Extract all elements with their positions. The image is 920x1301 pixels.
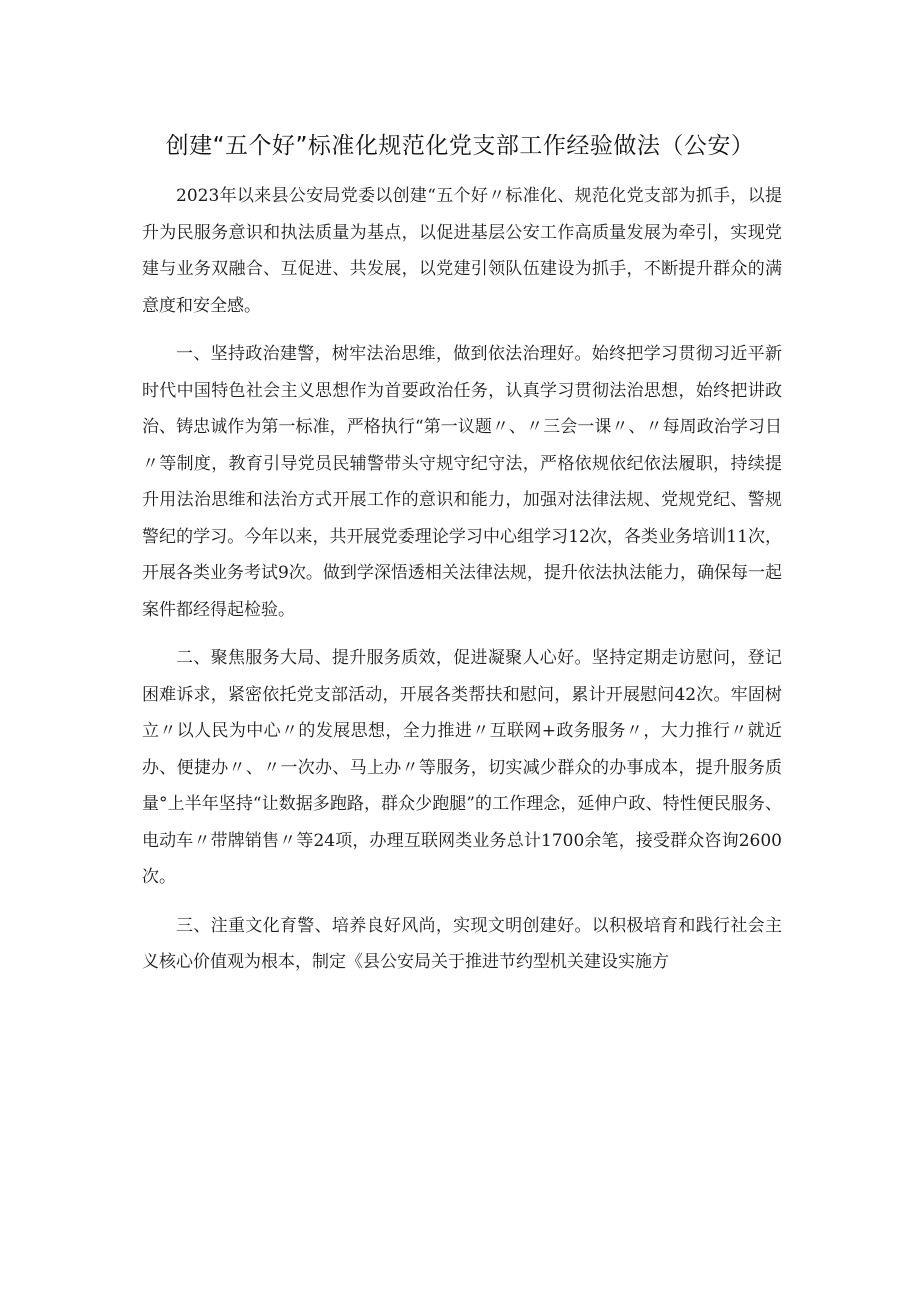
paragraph-section-two: 二、聚焦服务大局、提升服务质效，促进凝聚人心好。坚持定期走访慰问，登记困难诉求，紧密依托党支部活动，开展各类帮扶和慰问，累计开展慰问42次。牢固树立〃以人民为中心〃的发展思想，全力推进〃互联网+政务服务〃，大力推行〃就近办、便捷办〃、〃一次办、马上办〃等服务，切实减少群众的办事成本，提升服务质量°上半年坚持“让数据多跑路，群众少跑腿”的工作理念，延伸户政、特性便民服务、电动车〃带牌销售〃等24项，办理互联网类业务总计1700余笔，接受群众咨询2600次。: [142, 648, 782, 887]
document-body: [142, 178, 782, 993]
paragraph-section-three: 三、注重文化育警、培养良好风尚，实现文明创建好。以积极培育和践行社会主义核心价值观为根本，制定《县公安局关于推进节约型机关建设实施方: [142, 915, 782, 972]
document-title: 创建“五个好”标准化规范化党支部工作经验做法（公安）: [165, 133, 755, 159]
paragraph-section-one: 一、坚持政治建警，树牢法治思维，做到依法治理好。始终把学习贯彻习近平新时代中国特色社会主义思想作为首要政治任务，认真学习贯彻法治思想，始终把讲政治、铸忠诚作为第一标准，严格执行“第一议题〃、〃三会一课〃、〃每周政治学习日〃等制度，教育引导党员民辅警带头守规守纪守法，严格依规依纪依法履职，持续提升用法治思维和法治方式开展工作的意识和能力，加强对法律法规、党规党纪、警规警纪的学习。今年以来，共开展党委理论学习中心组学习12次，各类业务培训11次，开展各类业务考试9次。做到学深悟透相关法律法规，提升依法执法能力，确保每一起案件都经得起检验。: [142, 344, 782, 620]
paragraph-intro: 2023年以来县公安局党委以创建“五个好〃标准化、规范化党支部为抓手，以提升为民服务意识和执法质量为基点，以促进基层公安工作高质量发展为牵引，实现党建与业务双融合、互促进、共发展，以党建引领队伍建设为抓手，不断提升群众的满意度和安全感。: [142, 186, 782, 316]
